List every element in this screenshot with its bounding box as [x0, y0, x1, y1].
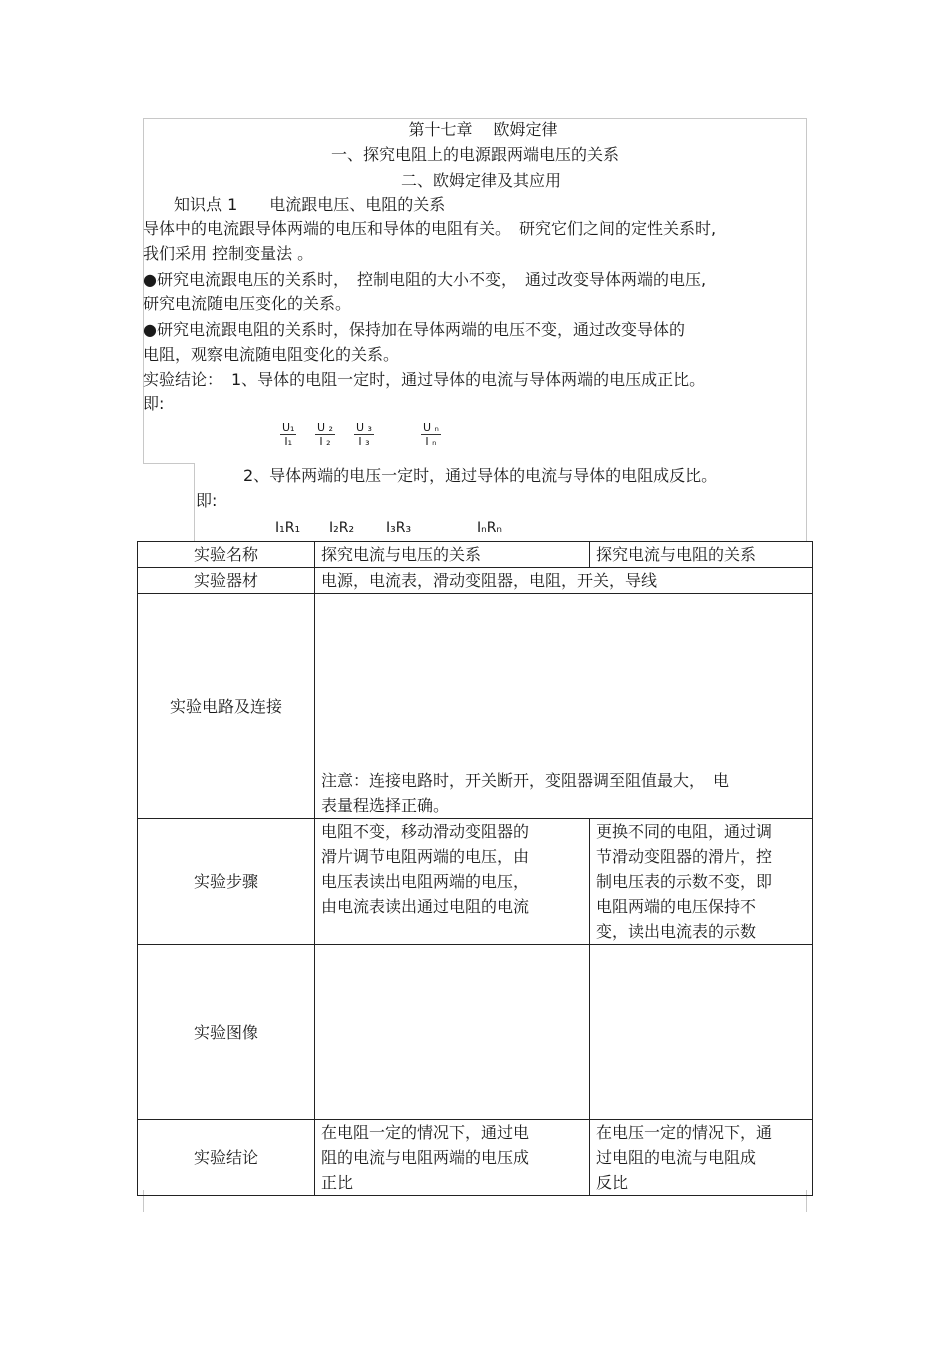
- chapter-title: 第十七章 欧姆定律: [408, 120, 558, 139]
- paragraph-2-line-1: ●研究电流跟电压的关系时， 控制电阻的大小不变， 通过改变导体两端的电压,: [143, 270, 707, 289]
- steps-col2-line: 制电压表的示数不变，即: [596, 872, 773, 891]
- paragraph-3-line-2: 电阻，观察电流随电阻变化的关系。: [143, 345, 400, 364]
- steps-col1-line: 由电流表读出通过电阻的电流: [321, 897, 530, 916]
- ratio-2-num: U ₂: [317, 421, 333, 434]
- header-col2: 探究电流与电阻的关系: [590, 542, 813, 568]
- ratio-n-num: U ₙ: [423, 421, 439, 434]
- paragraph-3-line-1: ●研究电流跟电阻的关系时，保持加在导体两端的电压不变，通过改变导体的: [143, 320, 685, 339]
- steps-col2-line: 节滑动变阻器的滑片，控: [596, 847, 773, 866]
- conclusion-col2-line: 在电压一定的情况下，通: [596, 1123, 773, 1142]
- ratio-1-num: U₁: [282, 421, 295, 434]
- graph-col2: [590, 945, 813, 1120]
- circuit-cell: [315, 594, 813, 819]
- conclusion-col1-line: 正比: [321, 1173, 354, 1192]
- ji-label-1: 即:: [143, 394, 165, 413]
- frame-step-v: [194, 463, 195, 541]
- ratio-1-den: I₁: [284, 435, 293, 448]
- paragraph-2-line-2: 研究电流随电压变化的关系。: [143, 294, 352, 313]
- ratio-n-den: I ₙ: [425, 435, 437, 448]
- experiment-table: [137, 541, 813, 1196]
- ji-label-2: 即:: [196, 491, 218, 510]
- ratio-2-den: I ₂: [319, 435, 331, 448]
- circuit-note-line-1: 注意：连接电路时，开关断开，变阻器调至阻值最大， 电: [321, 771, 730, 790]
- frame-top-line: [143, 118, 806, 119]
- ratio-n: [421, 421, 441, 448]
- section-title-1: 一、探究电阻上的电源跟两端电压的关系: [330, 145, 619, 164]
- conclusion-1: 实验结论： 1、导体的电阻一定时，通过导体的电流与导体两端的电压成正比。: [143, 370, 706, 389]
- paragraph-1-line-2: 我们采用 控制变量法 。: [143, 244, 314, 263]
- steps-col1-line: 电阻不变，移动滑动变阻器的: [321, 822, 530, 841]
- conclusion-col2-line: 过电阻的电流与电阻成: [596, 1148, 757, 1167]
- equipment-label: 实验器材: [138, 568, 315, 594]
- header-label: 实验名称: [138, 542, 315, 568]
- product-2: I₂R₂: [329, 520, 355, 536]
- steps-col1: [315, 819, 590, 945]
- table-row-circuit: [138, 594, 813, 819]
- product-1: I₁R₁: [275, 520, 301, 536]
- equipment-value: 电源，电流表，滑动变阻器，电阻，开关，导线: [315, 568, 813, 594]
- ratio-1: [280, 421, 296, 448]
- circuit-label: 实验电路及连接: [138, 594, 315, 819]
- table-row-conclusion: [138, 1120, 813, 1196]
- steps-col2: [590, 819, 813, 945]
- table-row-header: [138, 542, 813, 568]
- table-row-equipment: [138, 568, 813, 594]
- conclusion-label: 实验结论: [138, 1120, 315, 1196]
- circuit-note-line-2: 表量程选择正确。: [321, 796, 450, 815]
- paragraph-1-line-1: 导体中的电流跟导体两端的电压和导体的电阻有关。 研究它们之间的定性关系时,: [143, 219, 717, 238]
- product-3: I₃R₃: [386, 520, 412, 536]
- conclusion-col1-line: 在电阻一定的情况下，通过电: [321, 1123, 530, 1142]
- graph-col1: [315, 945, 590, 1120]
- header-col1: 探究电流与电压的关系: [315, 542, 590, 568]
- ratio-3-den: I ₃: [358, 435, 370, 448]
- ratio-2: [315, 421, 335, 448]
- steps-col2-line: 变，读出电流表的示数: [596, 922, 757, 941]
- conclusion-col1-line: 阻的电流与电阻两端的电压成: [321, 1148, 530, 1167]
- knowledge-point-title: 知识点 1 电流跟电压、电阻的关系: [174, 195, 446, 214]
- section-title-2: 二、欧姆定律及其应用: [400, 171, 561, 190]
- conclusion-col1: [315, 1120, 590, 1196]
- steps-label: 实验步骤: [138, 819, 315, 945]
- conclusion-2: 2、导体两端的电压一定时，通过导体的电流与导体的电阻成反比。: [243, 466, 718, 485]
- table-row-graph: [138, 945, 813, 1120]
- steps-col1-line: 电压表读出电阻两端的电压，: [321, 872, 530, 891]
- ratio-3: [354, 421, 374, 448]
- steps-col1-line: 滑片调节电阻两端的电压，由: [321, 847, 530, 866]
- conclusion-col2: [590, 1120, 813, 1196]
- steps-col2-line: 更换不同的电阻，通过调: [596, 822, 773, 841]
- steps-col2-line: 电阻两端的电压保持不: [596, 897, 757, 916]
- conclusion-col2-line: 反比: [596, 1173, 629, 1192]
- table-row-steps: [138, 819, 813, 945]
- product-n: IₙRₙ: [477, 520, 503, 536]
- frame-step-h: [143, 463, 194, 464]
- graph-label: 实验图像: [138, 945, 315, 1120]
- ratio-3-num: U ₃: [356, 421, 372, 434]
